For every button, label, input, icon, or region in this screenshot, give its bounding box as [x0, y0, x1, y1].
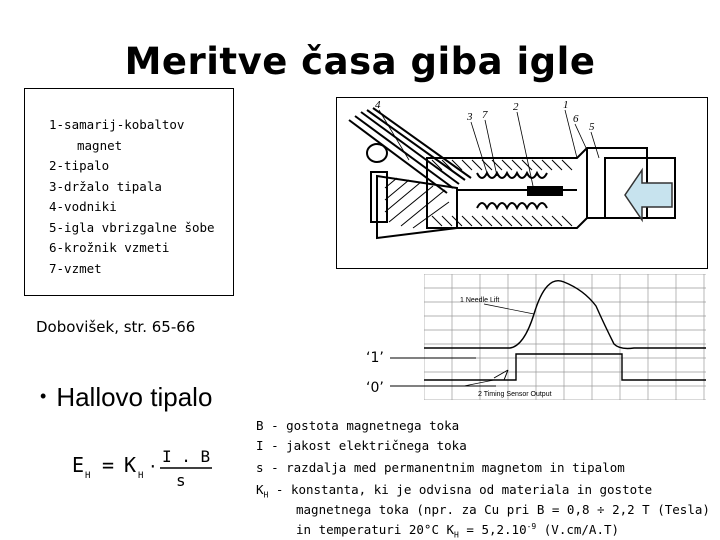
component-legend	[24, 88, 234, 296]
def-text: magnetnega toka (npr. za Cu pri B = 0,8 ÷ 2,2 T (Tesla)	[296, 502, 710, 517]
injector-cross-section	[337, 98, 707, 268]
formula-numerator: I . B	[162, 447, 211, 466]
level-pointer-lines	[386, 350, 526, 400]
level-high-label: ‘1’	[366, 350, 384, 366]
def-text: = 5,2.10	[458, 522, 527, 538]
definition-row	[296, 502, 710, 517]
def-subscript: H	[454, 530, 459, 540]
def-text: (V.cm/A.T)	[536, 522, 620, 538]
drawing-label: 5	[589, 121, 595, 133]
legend-item: 3-držalo tipala	[49, 178, 162, 194]
formula-k-sub: H	[138, 471, 144, 481]
drawing-label: 3	[467, 111, 473, 123]
slide-title: Meritve časa giba igle	[124, 40, 596, 83]
legend-item: 5-igla vbrizgalne šobe	[49, 219, 215, 235]
def-text: - konstanta, ki je odvisna od materiala in gostote	[275, 482, 653, 497]
formula-eq: =	[102, 453, 115, 477]
trace1-label: 1 Needle Lift	[460, 297, 500, 304]
drawing-label: 4	[375, 99, 381, 111]
def-symbol: I	[256, 438, 264, 453]
drawing-label: 6	[573, 113, 579, 125]
bullet-text: Hallovo tipalo	[56, 382, 213, 412]
drawing-label: 7	[482, 109, 488, 121]
definition-row	[256, 482, 652, 500]
trace2-label: 2 Timing Sensor Output	[478, 391, 552, 398]
def-text: - razdalja med permanentnim magnetom in tipalom	[271, 460, 625, 475]
def-symbol: B	[256, 418, 264, 433]
formula-k: K	[124, 453, 137, 477]
legend-item: 2-tipalo	[49, 158, 110, 173]
bullet-point	[40, 382, 212, 413]
definition-row	[296, 522, 619, 540]
def-symbol: s	[256, 460, 264, 475]
drawing-label: 1	[563, 99, 569, 111]
def-symbol: K	[256, 482, 264, 497]
legend-item: 1-samarij-kobaltov	[49, 117, 185, 132]
legend-item: 7-vzmet	[49, 260, 102, 276]
drawing-label: 2	[513, 101, 519, 113]
bullet-dot-icon: •	[40, 386, 47, 406]
formula-dot: ·	[148, 457, 158, 476]
hall-formula	[72, 446, 222, 490]
injector-drawing	[336, 97, 708, 269]
formula-denominator: s	[176, 471, 186, 490]
formula-lhs-sub: H	[85, 471, 91, 481]
definition-row	[256, 418, 459, 433]
legend-item: 4-vodniki	[49, 199, 117, 214]
legend-item: 6-krožnik vzmeti	[49, 240, 170, 255]
legend-item: magnet	[77, 137, 123, 153]
def-subscript: H	[263, 490, 269, 500]
definition-row	[256, 438, 467, 453]
definition-row	[256, 460, 625, 475]
def-text: - jakost električnega toka	[271, 438, 467, 453]
needle-lift-trace	[424, 281, 706, 349]
level-low-label: ‘0’	[366, 380, 384, 396]
direction-arrow-icon	[625, 170, 672, 220]
def-superscript: -9	[526, 522, 537, 531]
def-text: - gostota magnetnega toka	[271, 418, 460, 433]
formula-svg	[72, 446, 222, 490]
formula-lhs: E	[72, 453, 85, 477]
source-citation: Dobovišek, str. 65-66	[36, 318, 196, 336]
def-text: in temperaturi 20°C K	[296, 522, 455, 538]
